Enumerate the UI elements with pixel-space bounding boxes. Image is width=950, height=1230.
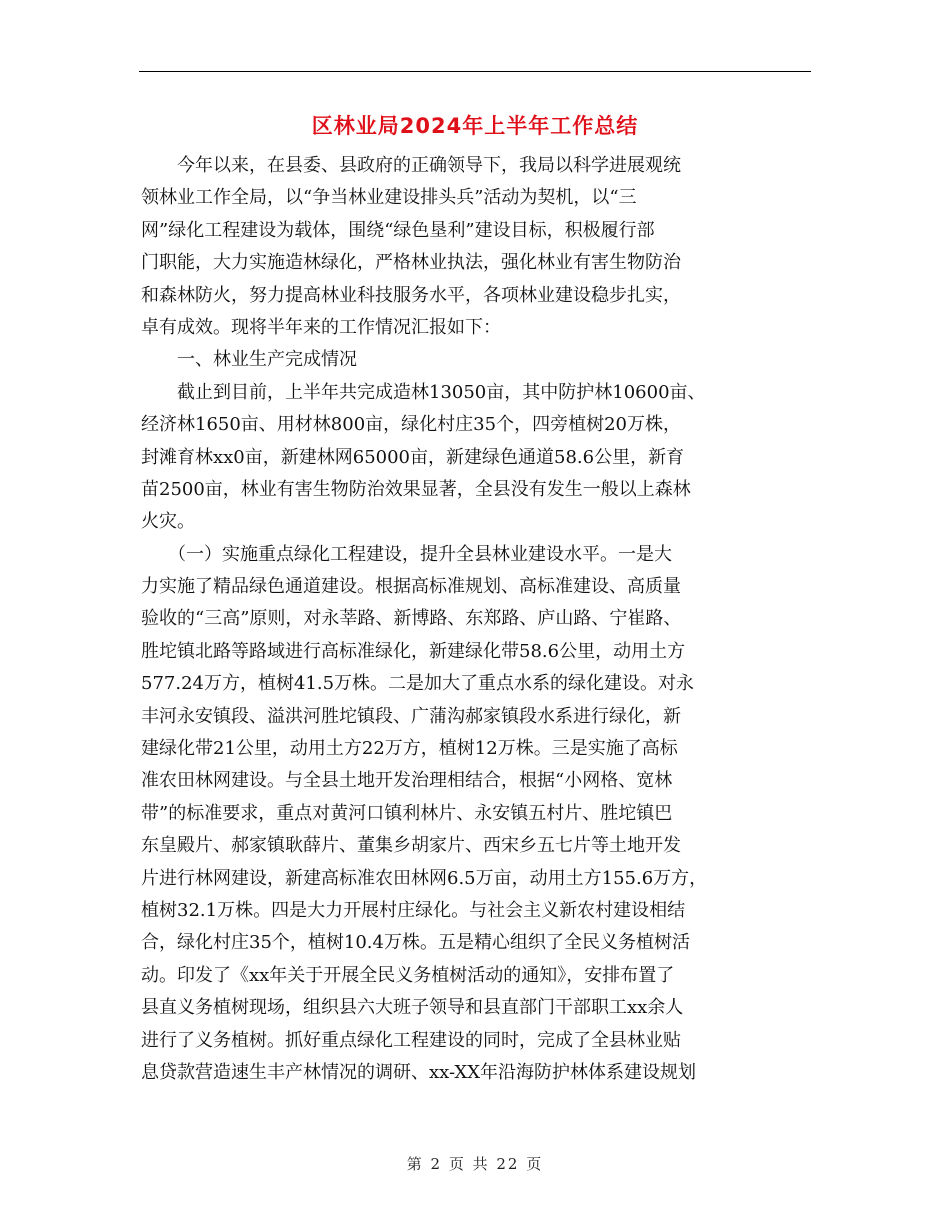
body-line: 建绿化带21公里，动用土方22万方，植树12万株。三是实施了高标 — [141, 738, 678, 760]
body-line: 577.24万方，植树41.5万株。二是加大了重点水系的绿化建设。对永 — [141, 673, 695, 695]
body-line: 苗2500亩，林业有害生物防治效果显著，全县没有发生一般以上森林 — [141, 478, 691, 500]
body-line: 一、林业生产完成情况 — [141, 349, 357, 371]
body-line: 丰河永安镇段、溢洪河胜坨镇段、广蒲沟郝家镇段水系进行绿化，新 — [141, 705, 681, 727]
body-line: 火灾。 — [141, 511, 195, 533]
body-line: 截止到目前，上半年共完成造林13050亩，其中防护林10600亩、 — [141, 381, 706, 403]
body-line: 和森林防火，努力提高林业科技服务水平，各项林业建设稳步扎实， — [141, 284, 681, 306]
body-line: 力实施了精品绿色通道建设。根据高标准规划、高标准建设、高质量 — [141, 576, 681, 598]
body-line: 合，绿化村庄35个，植树10.4万株。五是精心组织了全民义务植树活 — [141, 932, 690, 954]
body-line: 东皇殿片、郝家镇耿薛片、董集乡胡家片、西宋乡五七片等土地开发 — [141, 835, 681, 857]
header-rule — [139, 71, 811, 72]
body-line: 封滩育林xx0亩，新建林网65000亩，新建绿色通道58.6公里，新育 — [141, 446, 685, 468]
page-footer: 第 2 页 共 22 页 — [406, 1155, 544, 1173]
body-line: 植树32.1万株。四是大力开展村庄绿化。与社会主义新农村建设相结 — [141, 899, 686, 921]
document-body — [141, 150, 821, 1089]
body-line: 门职能，大力实施造林绿化，严格林业执法，强化林业有害生物防治 — [141, 252, 681, 274]
body-line: 带”的标准要求，重点对黄河口镇利林片、永安镇五村片、胜坨镇巴 — [141, 802, 673, 824]
body-line: 经济林1650亩、用材林800亩，绿化村庄35个，四旁植树20万株， — [141, 414, 681, 436]
body-line: 卓有成效。现将半年来的工作情况汇报如下： — [141, 316, 501, 338]
document-title: 区林业局2024年上半年工作总结 — [311, 114, 639, 138]
body-line: 网”绿化工程建设为载体，围绕“绿色垦利”建设目标，积极履行部 — [141, 219, 655, 241]
body-line: 领林业工作全局，以“争当林业建设排头兵”活动为契机，以“三 — [141, 187, 637, 209]
body-line: 今年以来，在县委、县政府的正确领导下，我局以科学进展观统 — [141, 155, 681, 176]
body-line: 县直义务植树现场，组织县六大班子领导和县直部门干部职工xx余人 — [141, 997, 684, 1019]
body-line: 胜坨镇北路等路域进行高标准绿化，新建绿化带58.6公里，动用土方 — [141, 640, 686, 662]
body-line: 验收的“三高”原则，对永莘路、新博路、东郑路、庐山路、宁崔路、 — [141, 608, 682, 630]
body-line: 进行了义务植树。抓好重点绿化工程建设的同时，完成了全县林业贴 — [141, 1029, 681, 1051]
body-line: 息贷款营造速生丰产林情况的调研、xx-XX年沿海防护林体系建设规划 — [141, 1061, 697, 1083]
body-line: 准农田林网建设。与全县土地开发治理相结合，根据“小网格、宽林 — [141, 770, 673, 792]
body-line: 动。印发了《xx年关于开展全民义务植树活动的通知》，安排布置了 — [141, 964, 675, 986]
body-line: （一）实施重点绿化工程建设，提升全县林业建设水平。一是大 — [141, 543, 672, 565]
body-line: 片进行林网建设，新建高标准农田林网6.5万亩，动用土方155.6万方， — [141, 867, 708, 889]
